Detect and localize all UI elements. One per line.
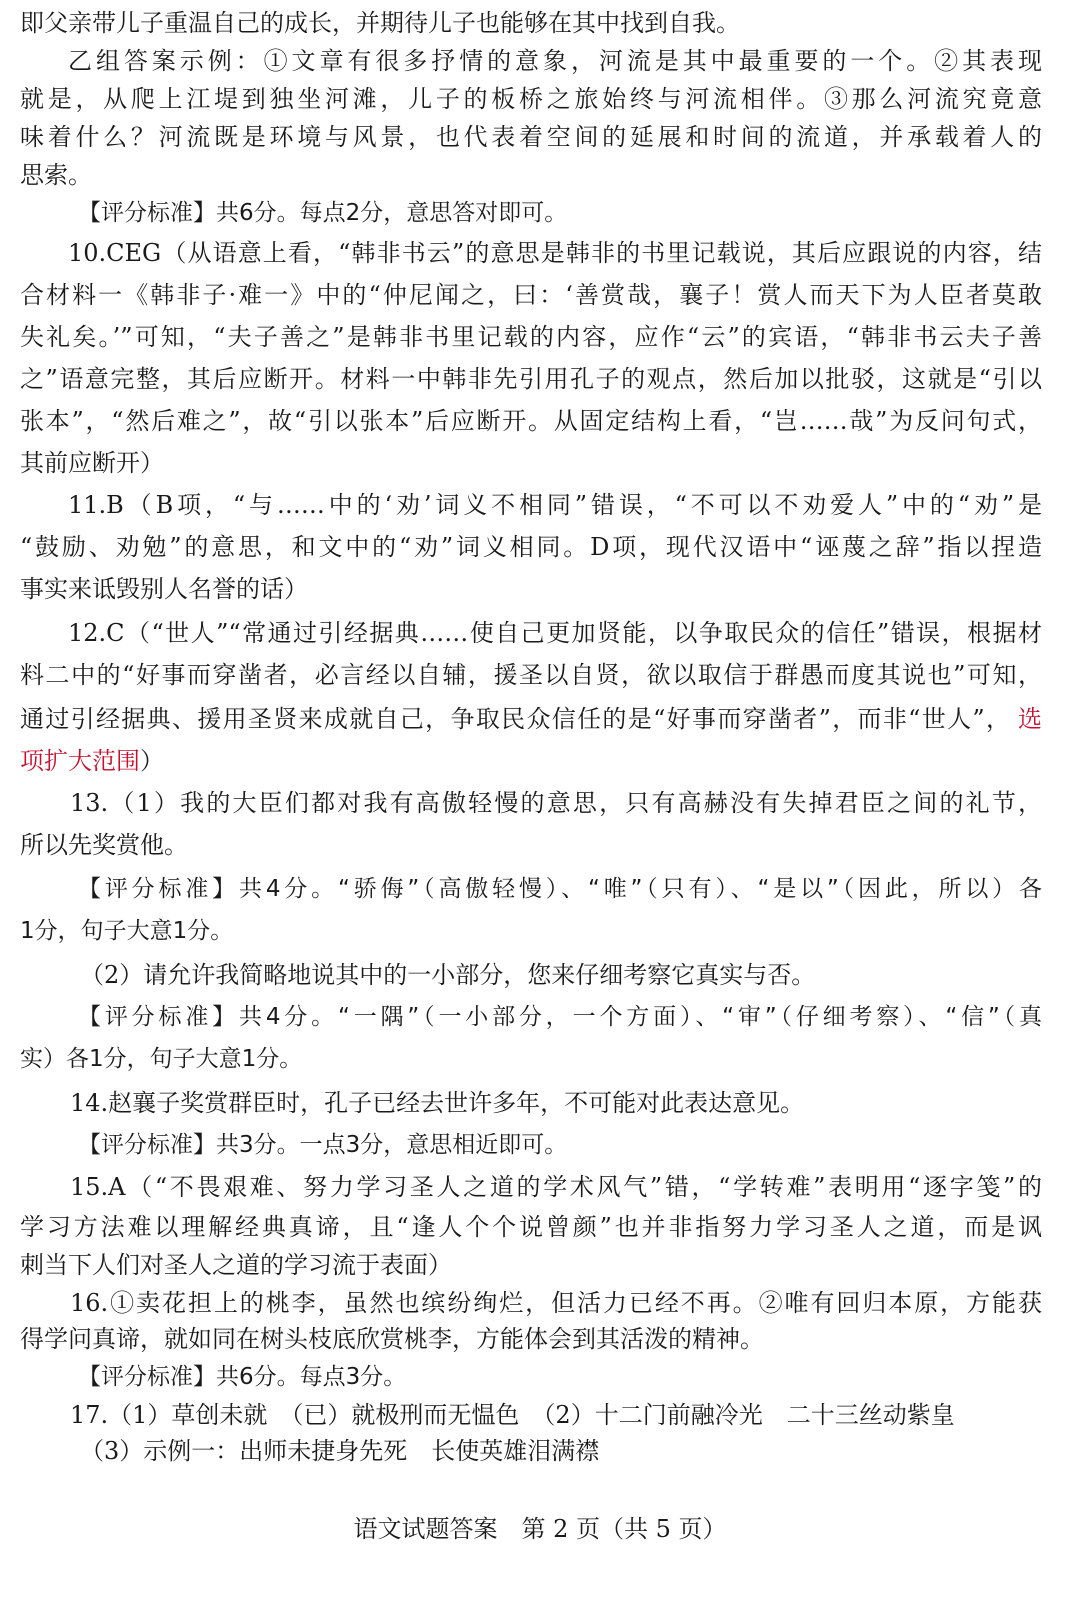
text-line: 失礼矣。’”可知，“夫子善之”是韩非书里记载的内容，应作“云”的宾语，“韩非书云夫子善 [20, 323, 1042, 351]
text-line: 所以先奖赏他。 [20, 831, 188, 859]
text-line: 乙组答案示例：①文章有很多抒情的意象，河流是其中最重要的一个。②其表现 [68, 47, 1042, 75]
text-line: 10.CEG（从语意上看，“韩非书云”的意思是韩非的书里记载说，其后应跟说的内容，结 [68, 239, 1042, 267]
scoring-standard: 【评分标准】共3分。一点3分，意思相近即可。 [78, 1132, 568, 1158]
text-line: 得学问真谛，就如同在树头枝底欣赏桃李，方能体会到其活泼的精神。 [20, 1325, 764, 1353]
text-line: 之”语意完整，其后应断开。材料一中韩非先引用孔子的观点，然后加以批驳，这就是“引以 [20, 365, 1042, 393]
text-line: 其前应断开） [20, 449, 164, 477]
text-line: 15.A（“不畏艰难、努力学习圣人之道的学术风气”错，“学转难”表明用“逐字笺”的 [70, 1173, 1042, 1201]
text-line: 事实来诋毁别人名誉的话） [20, 575, 308, 603]
scoring-standard: 【评分标准】共4分。“骄侮”（高傲轻慢）、“唯”（只有）、“是以”（因此，所以）各 [78, 876, 1042, 902]
text-line: 味着什么？河流既是环境与风景，也代表着空间的延展和时间的流道，并承载着人的 [20, 123, 1042, 151]
text-line: 刺当下人们对圣人之道的学习流于表面） [20, 1251, 452, 1279]
text-line: 学习方法难以理解经典真谛，且“逢人个个说曾颜”也并非指努力学习圣人之道，而是讽 [20, 1213, 1042, 1241]
text-line: （3）示例一：出师未捷身先死 长使英雄泪满襟 [80, 1437, 600, 1465]
text-line: 17.（1）草创未就 （已）就极刑而无愠色 （2）十二门前融冷光 二十三丝动紫皇 [70, 1401, 955, 1429]
text-line: 张本”，“然后难之”，故“引以张本”后应断开。从固定结构上看，“岂……哉”为反问句式， [20, 407, 1042, 435]
scoring-standard: 实）各1分，句子大意1分。 [20, 1046, 303, 1072]
text-line: 11.B（B项，“与……中的‘劝’词义不相同”错误，“不可以不劝爱人”中的“劝”是 [68, 491, 1042, 519]
text-line: 合材料一《韩非子·难一》中的“仲尼闻之，曰：‘善赏哉，襄子！赏人而天下为人臣者莫敢 [20, 281, 1042, 309]
page-footer: 语文试题答案 第 2 页（共 5 页） [353, 1515, 727, 1543]
text-line: 16.①卖花担上的桃李，虽然也缤纷绚烂，但活力已经不再。②唯有回归本原，方能获 [70, 1289, 1042, 1317]
annotation-text: 项扩大范围 [20, 747, 140, 775]
scoring-standard: 【评分标准】共6分。每点3分。 [78, 1364, 407, 1390]
scoring-standard: 1分，句子大意1分。 [20, 918, 234, 944]
text-line [20, 746, 1042, 776]
text-line: 通过引经据典、援用圣贤来成就自己，争取民众信任的是“好事而穿凿者”，而非“世人”， [20, 705, 1010, 733]
annotation-text: 选 [1018, 705, 1042, 733]
text-line: 13.（1）我的大臣们都对我有高傲轻慢的意思，只有高赫没有失掉君臣之间的礼节， [70, 789, 1042, 817]
scoring-standard: 【评分标准】共6分。每点2分，意思答对即可。 [78, 200, 568, 226]
text-line: 12.C（“世人”“常通过引经据典……使自己更加贤能，以争取民众的信任”错误，根据材 [68, 619, 1042, 647]
closing-paren: ） [140, 747, 164, 775]
text-line: 就是，从爬上江堤到独坐河滩，儿子的板桥之旅始终与河流相伴。③那么河流究竟意 [20, 85, 1042, 113]
text-line: 14.赵襄子奖赏群臣时，孔子已经去世许多年，不可能对此表达意见。 [70, 1089, 805, 1117]
text-line: 思索。 [20, 161, 92, 189]
text-line: 料二中的“好事而穿凿者，必言经以自辅，援圣以自贤，欲以取信于群愚而度其说也”可知， [20, 661, 1042, 689]
text-line: “鼓励、劝勉”的意思，和文中的“劝”词义相同。D项，现代汉语中“诬蔑之辞”指以捏造 [20, 533, 1042, 561]
text-line: 即父亲带儿子重温自己的成长，并期待儿子也能够在其中找到自我。 [20, 9, 740, 37]
text-line: （2）请允许我简略地说其中的一小部分，您来仔细考察它真实与否。 [80, 961, 816, 989]
scoring-standard: 【评分标准】共4分。“一隅”（一小部分，一个方面）、“审”（仔细考察）、“信”（真 [78, 1004, 1042, 1030]
